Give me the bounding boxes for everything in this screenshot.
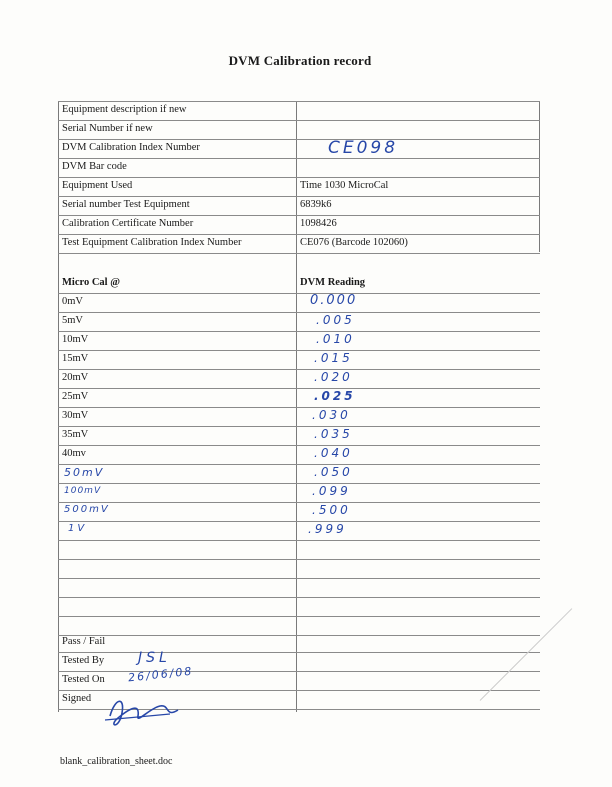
tested-by-value: JSL <box>138 650 171 666</box>
reading-value: .010 <box>316 332 355 346</box>
info-label: Test Equipment Calibration Index Number <box>62 237 242 248</box>
reading-input: 25mV <box>62 391 89 402</box>
info-row <box>58 197 540 216</box>
reading-input: 5mV <box>62 315 83 326</box>
info-row <box>58 140 540 159</box>
reading-row <box>58 465 540 484</box>
reading-input: 20mV <box>62 372 89 383</box>
reading-value: .500 <box>312 503 351 517</box>
info-row <box>58 159 540 178</box>
readings-header-row <box>58 275 540 294</box>
reading-value: .005 <box>316 313 355 327</box>
file-name: blank_calibration_sheet.doc <box>60 756 173 767</box>
reading-value: .999 <box>308 522 347 536</box>
reading-input-handwritten: 500mV <box>64 504 110 515</box>
info-label: Serial Number if new <box>62 123 153 134</box>
info-label: Equipment description if new <box>62 104 187 115</box>
info-value: 6839k6 <box>300 199 332 210</box>
reading-row <box>58 332 540 351</box>
info-value: Time 1030 MicroCal <box>300 180 389 191</box>
blank-row <box>58 541 540 560</box>
page-title: DVM Calibration record <box>228 53 372 68</box>
tested-on-value: 26/06/08 <box>127 664 194 685</box>
reading-row <box>58 503 540 522</box>
reading-input: 35mV <box>62 429 89 440</box>
info-row <box>58 235 540 254</box>
reading-value: .030 <box>312 408 351 422</box>
reading-row <box>58 484 540 503</box>
reading-row <box>58 351 540 370</box>
info-row <box>58 178 540 197</box>
reading-row <box>58 370 540 389</box>
info-label: DVM Calibration Index Number <box>62 142 200 153</box>
reading-value: 0.000 <box>310 293 358 308</box>
pass-fail-row <box>58 634 540 653</box>
reading-row <box>58 408 540 427</box>
blank-row <box>58 579 540 598</box>
info-value: 1098426 <box>300 218 337 229</box>
reading-input: 40mv <box>62 448 86 459</box>
reading-input-handwritten: 50mV <box>64 466 105 479</box>
info-value: CE076 (Barcode 102060) <box>300 237 408 248</box>
reading-input-handwritten: 100mV <box>64 486 102 496</box>
reading-input-handwritten: 1V <box>68 523 88 534</box>
reading-input: 30mV <box>62 410 89 421</box>
reading-input: 10mV <box>62 334 89 345</box>
pass-fail-label: Pass / Fail <box>62 636 106 647</box>
info-row <box>58 216 540 235</box>
blank-row <box>58 598 540 617</box>
reading-row <box>58 313 540 332</box>
tested-by-row <box>58 650 540 672</box>
tested-on-label: Tested On <box>62 674 105 685</box>
info-label: Calibration Certificate Number <box>62 218 194 229</box>
signature-scribble <box>100 688 190 728</box>
signed-label: Signed <box>62 693 92 704</box>
info-row <box>58 121 540 140</box>
reading-value: .050 <box>314 465 353 479</box>
readings-header-right: DVM Reading <box>300 277 366 288</box>
reading-value: .015 <box>314 351 353 365</box>
reading-value: .040 <box>314 446 353 460</box>
info-label: DVM Bar code <box>62 161 127 172</box>
info-label: Serial number Test Equipment <box>62 199 190 210</box>
blank-row <box>58 560 540 579</box>
handwritten-index-number: CE098 <box>328 138 399 158</box>
reading-row <box>58 446 540 465</box>
reading-input: 0mV <box>62 296 83 307</box>
reading-value: .099 <box>312 484 351 498</box>
calibration-table <box>58 102 540 712</box>
reading-input: 15mV <box>62 353 89 364</box>
reading-value: .025 <box>314 389 356 403</box>
reading-row <box>58 389 540 408</box>
reading-row <box>58 294 540 313</box>
reading-value: .020 <box>314 370 353 384</box>
reading-value: .035 <box>314 427 353 441</box>
tested-by-label: Tested By <box>62 655 105 666</box>
reading-row <box>58 522 540 541</box>
info-label: Equipment Used <box>62 180 133 191</box>
reading-row <box>58 427 540 446</box>
readings-header-left: Micro Cal @ <box>62 277 120 288</box>
info-row <box>58 102 540 121</box>
